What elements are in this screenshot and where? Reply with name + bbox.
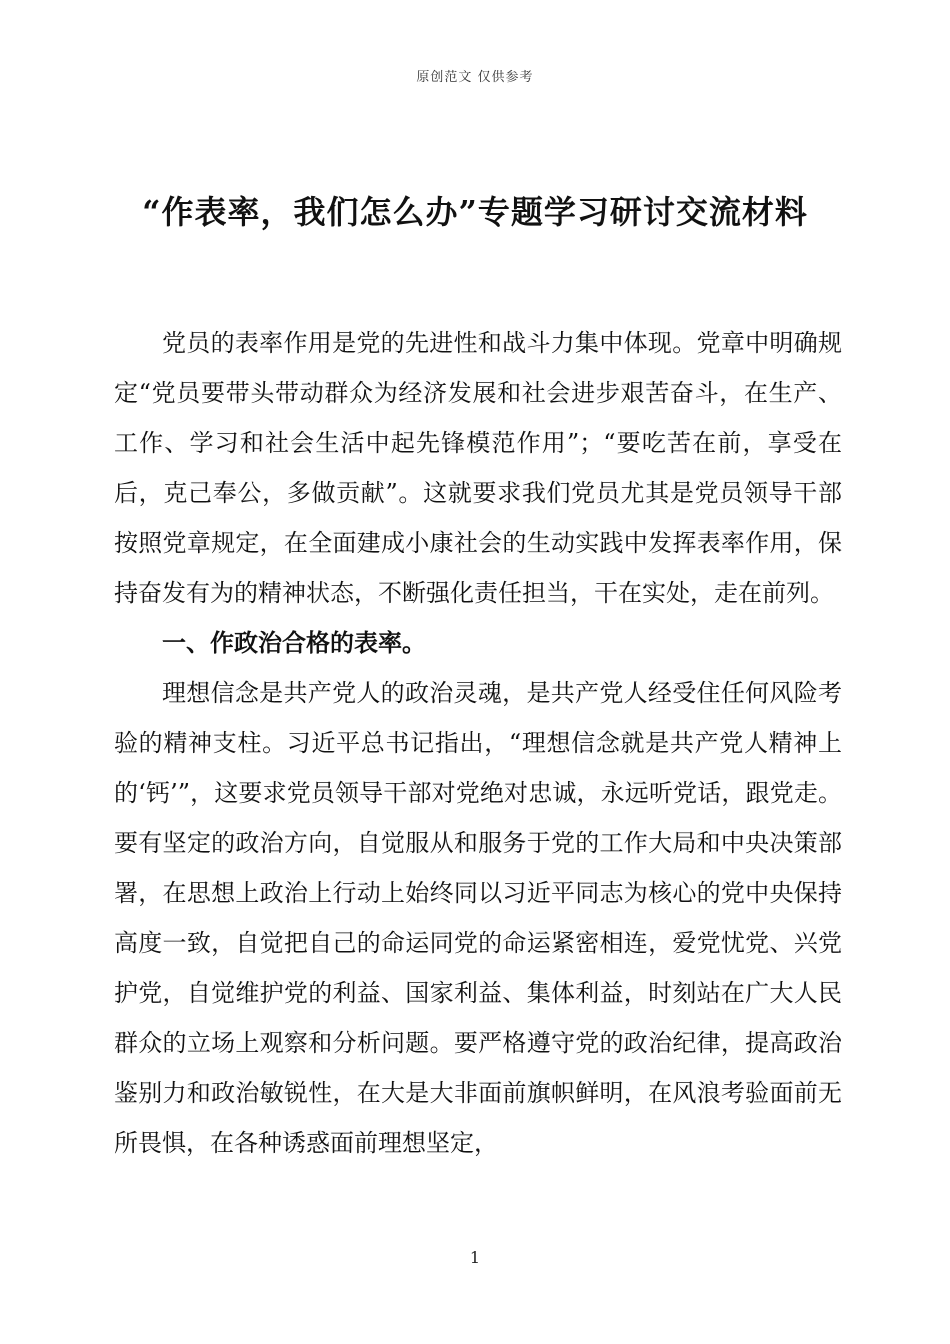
document-body — [114, 318, 842, 1168]
section-heading: 一、作政治合格的表率。 — [162, 629, 426, 657]
body-paragraph: 理想信念是共产党人的政治灵魂，是共产党人经受住任何风险考验的精神支柱。习近平总书记指出，“理想信念就是共产党人精神上的‘钙’”，这要求党员领导干部对党绝对忠诚，永远听党话，跟党走。要有坚定的政治方向，自觉服从和服务于党的工作大局和中央决策部署，在思想上政治上行动上始终同以习近平同志为核心的党中央保持高度一致，自觉把自己的命运同党的命运紧密相连，爱党忧党、兴党护党，自觉维护党的利益、国家利益、集体利益，时刻站在广大人民群众的立场上观察和分析问题。要严格遵守党的政治纪律，提高政治鉴别力和政治敏锐性，在大是大非面前旗帜鲜明，在风浪考验面前无所畏惧，在各种诱惑面前理想坚定， — [114, 679, 842, 1157]
document-title: “作表率，我们怎么办”专题学习研讨交流材料 — [142, 193, 808, 231]
page-number: 1 — [469, 1248, 481, 1267]
header-note: 原创范文 仅供参考 — [416, 70, 534, 85]
body-paragraph: 党员的表率作用是党的先进性和战斗力集中体现。党章中明确规定“党员要带头带动群众为经济发展和社会进步艰苦奋斗，在生产、工作、学习和社会生活中起先锋模范作用”；“要吃苦在前，享受在后，克己奉公，多做贡献”。这就要求我们党员尤其是党员领导干部按照党章规定，在全面建成小康社会的生动实践中发挥表率作用，保持奋发有为的精神状态，不断强化责任担当，干在实处，走在前列。 — [114, 329, 842, 607]
